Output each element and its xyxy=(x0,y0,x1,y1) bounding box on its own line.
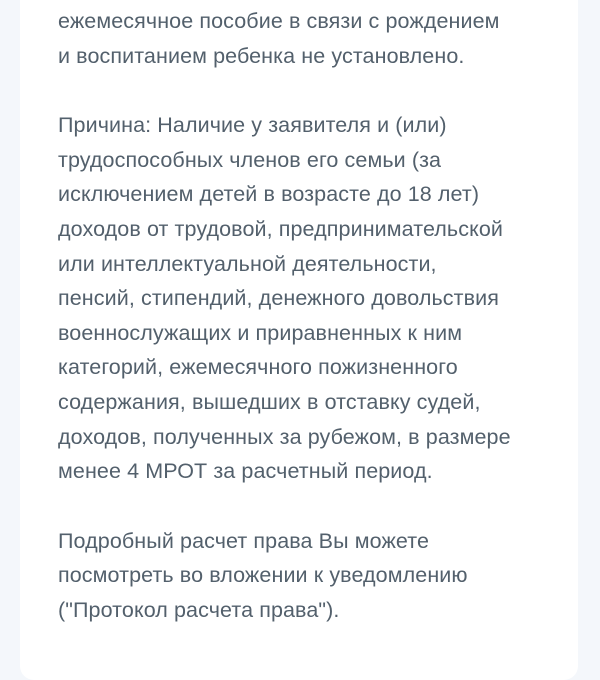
reason-text: Причина: Наличие у заявителя и (или) трудоспособных членов его семьи (за исключением детей в возрасте до 18 лет) доходов от трудовой, предпринимательской или интеллектуальной деятельности, пенсий, стипендий, денежного довольствия военнослужащих и приравненных к ним категорий, ежемесячного пожизненного содержания, вышедших в отставку судей, доходов, полученных за рубежом, в размере менее 4 МРОТ за расчетный период. xyxy=(58,113,511,484)
notification-card xyxy=(20,0,578,680)
notification-content xyxy=(58,4,558,628)
paragraph-spacer xyxy=(58,73,558,108)
details-text: Подробный расчет права Вы можете посмотреть во вложении к уведомлению ("Протокол расчета права"). xyxy=(58,528,468,622)
paragraph-spacer xyxy=(58,489,558,524)
decision-text: ежемесячное пособие в связи с рождением и воспитанием ребенка не установлено. xyxy=(58,9,500,68)
